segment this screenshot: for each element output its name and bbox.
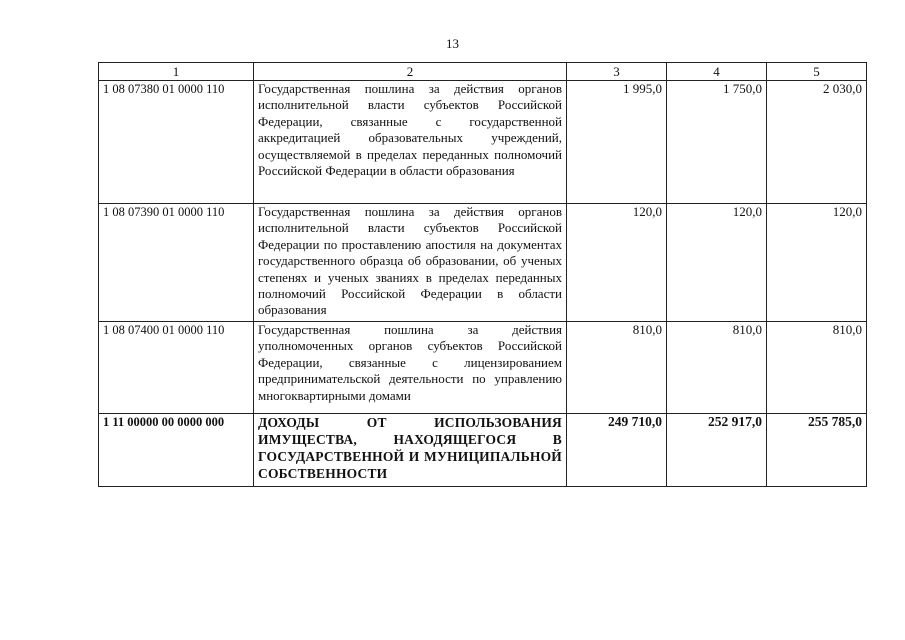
column-header-3: 3 [567, 63, 667, 81]
revenue-table [98, 62, 867, 487]
amount-col3-cell: 810,0 [567, 322, 667, 414]
amount-col5-cell: 810,0 [767, 322, 867, 414]
amount-col5-cell: 120,0 [767, 204, 867, 322]
amount-col4-cell: 252 917,0 [667, 414, 767, 487]
amount-col5-cell: 255 785,0 [767, 414, 867, 487]
table-row [99, 322, 867, 414]
revenue-name-cell: ДОХОДЫ ОТ ИСПОЛЬЗОВАНИЯ ИМУЩЕСТВА, НАХОДЯЩЕГОСЯ В ГОСУДАРСТВЕННОЙ И МУНИЦИПАЛЬНОЙ СОБСТВЕННОСТИ [254, 414, 567, 487]
amount-col5-cell: 2 030,0 [767, 81, 867, 204]
table-row-section-total [99, 414, 867, 487]
budget-code-cell: 1 08 07400 01 0000 110 [99, 322, 254, 414]
column-header-1: 1 [99, 63, 254, 81]
column-header-2: 2 [254, 63, 567, 81]
amount-col3-cell: 1 995,0 [567, 81, 667, 204]
column-header-4: 4 [667, 63, 767, 81]
table-row [99, 204, 867, 322]
amount-col3-cell: 249 710,0 [567, 414, 667, 487]
amount-col4-cell: 1 750,0 [667, 81, 767, 204]
table-row [99, 81, 867, 204]
budget-code-cell: 1 11 00000 00 0000 000 [99, 414, 254, 487]
budget-code-cell: 1 08 07380 01 0000 110 [99, 81, 254, 204]
amount-col4-cell: 810,0 [667, 322, 767, 414]
column-header-5: 5 [767, 63, 867, 81]
page-number: 13 [446, 36, 459, 51]
revenue-name-cell: Государственная пошлина за действия органов исполнительной власти субъектов Российской Федерации, связанные с государственной аккредитацией образовательных учреждений, осуществляемой в пределах переданных полномочий Российской Федерации в области образования [254, 81, 567, 204]
revenue-name-cell: Государственная пошлина за действия уполномоченных органов субъектов Российской Федерации, связанные с лицензированием предпринимательской деятельности по управлению многоквартирными домами [254, 322, 567, 414]
amount-col4-cell: 120,0 [667, 204, 767, 322]
amount-col3-cell: 120,0 [567, 204, 667, 322]
revenue-name-cell: Государственная пошлина за действия органов исполнительной власти субъектов Российской Федерации по проставлению апостиля на документах государственного образца об образовании, об ученых степенях и ученых званиях в пределах переданных полномочий Российской Федерации в области образования [254, 204, 567, 322]
budget-code-cell: 1 08 07390 01 0000 110 [99, 204, 254, 322]
table-header-row [99, 63, 867, 81]
